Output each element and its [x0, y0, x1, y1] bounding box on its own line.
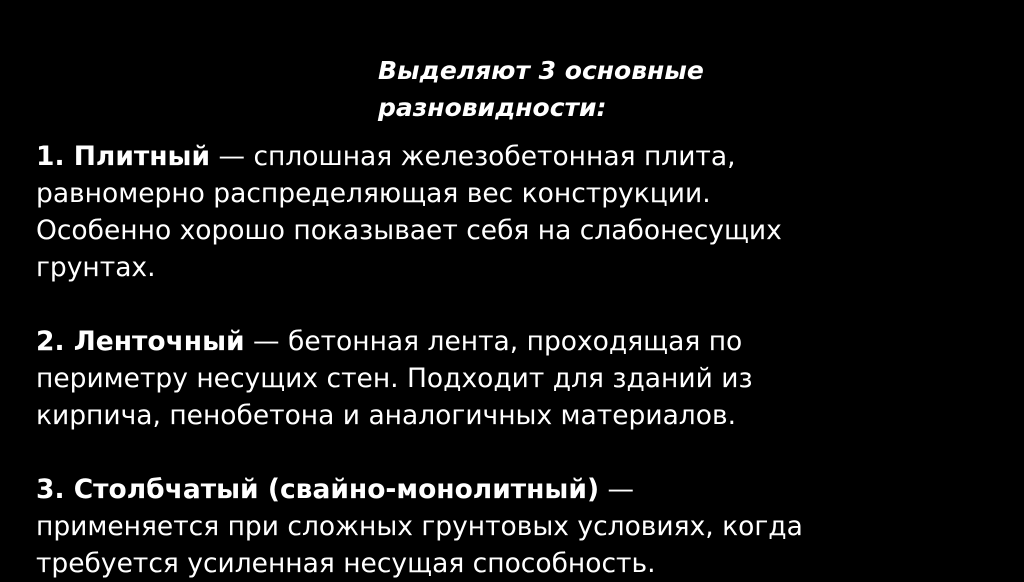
- item-text: требуется усиленная несущая способность.: [36, 548, 656, 579]
- item-stolbchaty: [36, 471, 803, 582]
- item-lentochny: [36, 323, 803, 434]
- item-text: —: [599, 474, 635, 505]
- item-text: — бетонная лента, проходящая по: [244, 326, 743, 357]
- item-text: грунтах.: [36, 252, 156, 283]
- item-text: применяется при сложных грунтовых условиях, когда: [36, 511, 803, 542]
- title-line: Выделяют 3 основные: [378, 56, 704, 85]
- slide-title: [378, 52, 704, 126]
- item-text: кирпича, пенобетона и аналогичных материалов.: [36, 400, 736, 431]
- item-text: — сплошная железобетонная плита,: [210, 141, 736, 172]
- item-text: периметру несущих стен. Подходит для зданий из: [36, 363, 753, 394]
- item-first-line: [36, 138, 803, 175]
- item-first-line: [36, 323, 803, 360]
- item-plitny: [36, 138, 803, 286]
- item-first-line: [36, 471, 803, 508]
- title-line: разновидности:: [378, 93, 607, 122]
- item-text: равномерно распределяющая вес конструкции.: [36, 178, 711, 209]
- slide-body: [36, 138, 803, 582]
- item-term: 3. Столбчатый (свайно-монолитный): [36, 474, 600, 505]
- item-term: 1. Плитный: [36, 141, 211, 172]
- item-text: Особенно хорошо показывает себя на слабонесущих: [36, 215, 782, 246]
- item-term: 2. Ленточный: [36, 326, 245, 357]
